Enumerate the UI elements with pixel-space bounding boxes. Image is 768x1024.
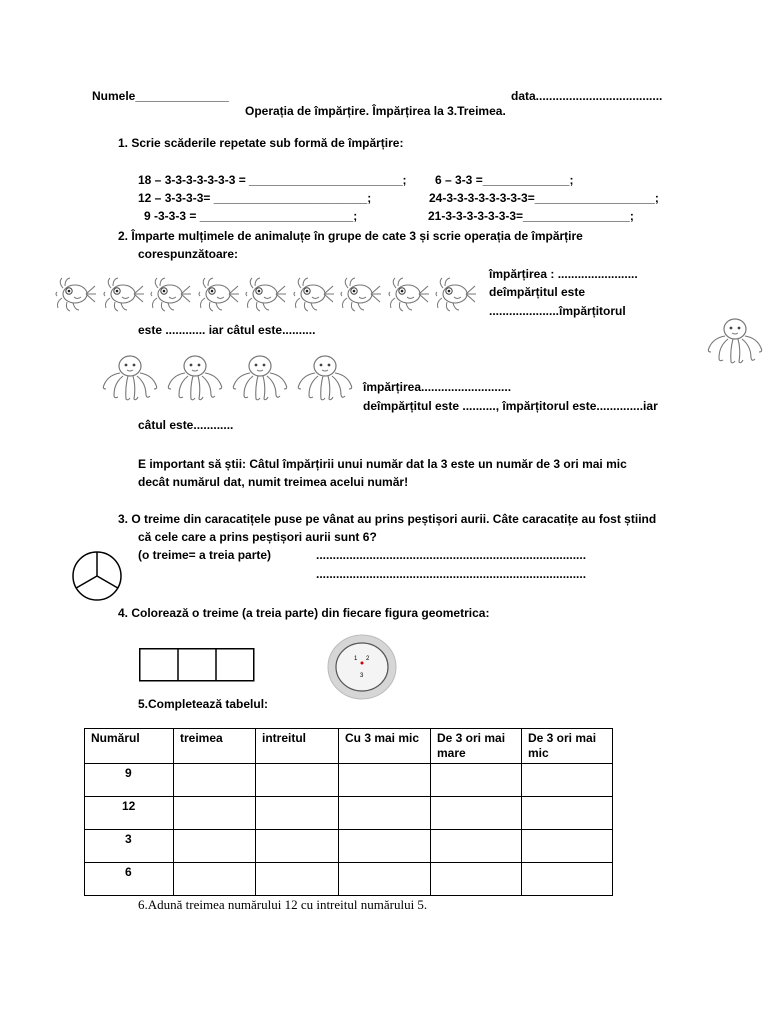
ex1-left-2: 12 – 3-3-3-3= _______________________;: [138, 191, 372, 205]
row-number: 3: [85, 830, 174, 863]
clock-shape: [327, 633, 399, 701]
ex1-right-2: 24-3-3-3-3-3-3-3-3=__________________;: [429, 191, 659, 205]
ex2-instruction: 2. Împarte mulțimele de animaluțe în grupe de cate 3 și scrie operația de împărțire: [118, 229, 583, 243]
octopus-icon: [295, 353, 357, 403]
fish-icon: [340, 276, 382, 312]
answer-cell[interactable]: [256, 797, 339, 830]
ex3-answer-line-2: .................................................................................: [316, 567, 587, 581]
ex1-left-3: 9 -3-3-3 = _______________________;: [144, 209, 358, 223]
fish-icon: [198, 276, 240, 312]
table-row: [85, 764, 613, 797]
octopus-icon: [100, 353, 162, 403]
name-field-label: Numele______________: [92, 89, 229, 103]
table-row: [85, 863, 613, 896]
rectangle-shape: [139, 648, 255, 682]
important-note: E important să știi: Câtul împărțirii unui număr dat la 3 este un număr de 3 ori mai mic: [138, 457, 627, 471]
answer-cell[interactable]: [431, 797, 522, 830]
octopus-icon: [230, 353, 292, 403]
col-header-3-times-more: De 3 ori mai mare: [431, 729, 522, 764]
fish-division-line: împărțirea : ........................: [489, 267, 638, 281]
answer-cell[interactable]: [174, 863, 256, 896]
answer-cell[interactable]: [431, 863, 522, 896]
col-header-3-times-less: De 3 ori mai mic: [522, 729, 613, 764]
answer-cell[interactable]: [431, 830, 522, 863]
octopus-quotient-line: câtul este............: [138, 418, 234, 432]
col-header-number: Numărul: [85, 729, 174, 764]
completion-table: [84, 728, 613, 896]
clock-label-1: 1: [354, 656, 358, 662]
octopus-division-line: împărțirea...........................: [363, 380, 512, 394]
octopus-dividend-line: deîmpărțitul este .........., împărțitorul este..............iar: [363, 399, 658, 413]
answer-cell[interactable]: [174, 764, 256, 797]
answer-cell[interactable]: [339, 863, 431, 896]
fish-quotient-line: este ............ iar câtul este..........: [138, 323, 316, 337]
answer-cell[interactable]: [256, 830, 339, 863]
octopus-decoration: [705, 316, 767, 368]
ex4-instruction: 4. Colorează o treime (a treia parte) din fiecare figura geometrica:: [118, 606, 490, 620]
answer-cell[interactable]: [522, 863, 613, 896]
answer-cell[interactable]: [174, 830, 256, 863]
fish-icon: [245, 276, 287, 312]
ex1-left-1: 18 – 3-3-3-3-3-3-3 = _______________________;: [138, 173, 407, 187]
answer-cell[interactable]: [522, 764, 613, 797]
col-header-triple: intreitul: [256, 729, 339, 764]
fish-icon: [150, 276, 192, 312]
page-title: Operația de împărțire. Împărțirea la 3.Treimea.: [245, 104, 506, 118]
ex2-instruction-cont: corespunzătoare:: [138, 247, 239, 261]
answer-cell[interactable]: [522, 797, 613, 830]
fish-icon: [293, 276, 335, 312]
answer-cell[interactable]: [431, 764, 522, 797]
col-header-minus-3: Cu 3 mai mic: [339, 729, 431, 764]
ex3-question: 3. O treime din caracatițele puse pe vânat au prins peștișori aurii. Câte caracatițe au fost știind: [118, 512, 657, 526]
fish-icon: [103, 276, 145, 312]
ex3-answer-line-1: .................................................................................: [316, 548, 587, 562]
row-number: 6: [85, 863, 174, 896]
answer-cell[interactable]: [339, 764, 431, 797]
answer-cell[interactable]: [522, 830, 613, 863]
row-number: 12: [85, 797, 174, 830]
table-header-row: [85, 729, 613, 764]
ex1-right-3: 21-3-3-3-3-3-3-3=________________;: [428, 209, 634, 223]
row-number: 9: [85, 764, 174, 797]
date-field-label: data......................................: [511, 89, 663, 103]
answer-cell[interactable]: [174, 797, 256, 830]
ex1-right-1: 6 – 3-3 =_____________;: [435, 173, 574, 187]
answer-cell[interactable]: [256, 863, 339, 896]
important-note-cont: decât numărul dat, numit treimea acelui număr!: [138, 475, 409, 489]
ex3-question-cont: că cele care a prins peștișori aurii sunt 6?: [138, 530, 377, 544]
table-row: [85, 797, 613, 830]
fish-dividend-line: deîmpărțitul este: [489, 285, 586, 299]
fish-icon: [388, 276, 430, 312]
divided-circle-icon: [71, 550, 125, 602]
clock-label-2: 2: [366, 656, 370, 662]
ex3-note: (o treime= a treia parte): [138, 548, 272, 562]
answer-cell[interactable]: [339, 830, 431, 863]
ex5-instruction: 5.Completează tabelul:: [138, 697, 269, 711]
table-row: [85, 830, 613, 863]
ex1-instruction: 1. Scrie scăderile repetate sub formă de împărțire:: [118, 136, 404, 150]
answer-cell[interactable]: [256, 764, 339, 797]
ex6-instruction: 6.Adună treimea numărului 12 cu intreitul numărului 5.: [138, 897, 428, 912]
clock-label-3: 3: [360, 673, 364, 679]
octopus-icon: [165, 353, 227, 403]
fish-icon: [55, 276, 97, 312]
fish-icon: [435, 276, 477, 312]
answer-cell[interactable]: [339, 797, 431, 830]
fish-divisor-line: .....................împărțitorul: [489, 304, 626, 318]
col-header-third: treimea: [174, 729, 256, 764]
